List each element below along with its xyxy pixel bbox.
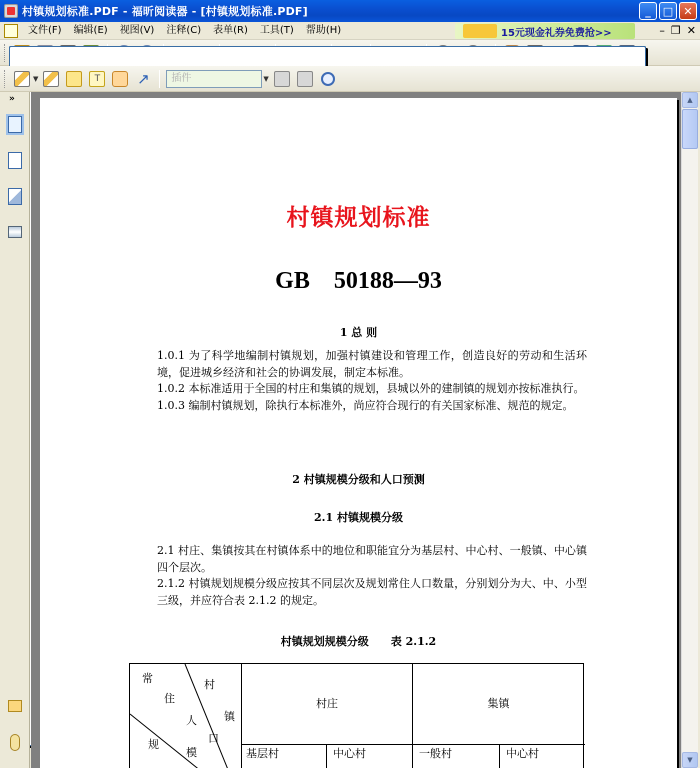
audio-prev-button[interactable] <box>272 69 292 89</box>
annotation-toolbar <box>0 66 700 92</box>
main-toolbar <box>0 40 700 66</box>
table-header-village: 村庄 <box>316 697 338 710</box>
table-header-town: 集镇 <box>487 697 510 710</box>
diag-label: 镇 <box>224 710 235 723</box>
forward-icon <box>297 71 313 87</box>
callout-icon <box>112 71 128 87</box>
toolbar-grip[interactable] <box>4 44 7 62</box>
section-1-body <box>135 348 587 414</box>
diag-label: 住 <box>164 692 175 705</box>
pencil-button[interactable] <box>12 69 32 89</box>
highlight-icon <box>43 71 59 87</box>
menu-comment[interactable]: 注释(C) <box>166 24 202 36</box>
scroll-down-arrow[interactable]: ▼ <box>682 752 698 768</box>
standard-code: GB 50188—93 <box>275 268 442 294</box>
diag-label: 村 <box>204 678 215 691</box>
document-menu-icon[interactable] <box>4 24 18 38</box>
diag-label: 人 <box>186 714 197 727</box>
toolbar-grip[interactable] <box>4 70 7 88</box>
paragraph: 2.1 村庄、集镇按其在村镇体系中的地位和职能宜分为基层村、中心村、一般镇、中心镇四个层次。 <box>157 544 587 574</box>
scale-table <box>129 663 584 768</box>
arrow-draw-icon: ↗ <box>137 69 150 88</box>
paragraph: 2.1.2 村镇规划规模分级应按其不同层次及规划常住人口数量，分别划分为大、中、小型三级，并应符合表 2.1.2 的规定。 <box>157 577 587 607</box>
app-icon <box>4 4 18 18</box>
paragraph: 1.0.3 编制村镇规划，除执行本标准外，尚应符合现行的有关国家标准、规范的规定。 <box>157 398 574 412</box>
plugin-combo[interactable]: 插件 <box>166 70 262 88</box>
gift-icon <box>463 24 497 38</box>
title-bar <box>0 0 700 22</box>
expand-panel-icon[interactable]: » <box>9 94 15 104</box>
window-title: 村镇规划标准.PDF - 福昕阅读器 - [村镇规划标准.PDF] <box>22 5 308 18</box>
pencil-icon <box>14 71 30 87</box>
bookmark-icon <box>8 116 22 133</box>
menu-file[interactable]: 文件(F) <box>28 24 62 36</box>
note-button[interactable] <box>64 69 84 89</box>
diag-label: 模 <box>186 746 197 759</box>
layers-button[interactable] <box>5 222 25 242</box>
table-subheader: 一般村 <box>419 747 452 760</box>
minimize-button[interactable]: _ <box>639 2 657 20</box>
table-subheader: 中心村 <box>333 747 366 760</box>
scroll-up-arrow[interactable]: ▲ <box>682 92 698 108</box>
layers-icon <box>8 226 22 238</box>
highlight-button[interactable] <box>41 69 61 89</box>
menu-edit[interactable]: 编辑(E) <box>73 24 108 36</box>
plugin-dropdown-arrow[interactable]: ▼ <box>263 74 269 83</box>
callout-button[interactable] <box>110 69 130 89</box>
doc-minimize-button[interactable]: – <box>659 24 665 37</box>
comment-icon <box>8 700 22 712</box>
diag-label: 口 <box>208 732 219 745</box>
audio-search-button[interactable] <box>318 69 338 89</box>
paperclip-icon <box>10 734 20 751</box>
textbox-button[interactable] <box>87 69 107 89</box>
close-button[interactable]: ✕ <box>679 2 697 20</box>
menu-help[interactable]: 帮助(H) <box>305 24 342 36</box>
fit-width-button[interactable] <box>400 43 420 63</box>
paragraph: 1.0.1 为了科学地编制村镇规划，加强村镇建设和管理工作，创造良好的劳动和生活环境，促进城乡经济和社会的协调发展，制定本标准。 <box>157 349 587 379</box>
note-icon <box>66 71 82 87</box>
doc-close-button[interactable]: ✕ <box>686 24 696 37</box>
scroll-thumb[interactable] <box>682 109 698 149</box>
pages-button[interactable] <box>5 150 25 170</box>
separator <box>159 70 160 88</box>
signature-icon <box>8 188 22 205</box>
table-subheader: 中心村 <box>506 747 539 760</box>
promo-text: 15元现金礼券免费抢>> <box>501 27 612 39</box>
doc-restore-button[interactable]: ❐ <box>670 24 681 37</box>
arrow-tool-button[interactable] <box>133 69 153 89</box>
rewind-icon <box>274 71 290 87</box>
textbox-icon: T <box>89 71 105 87</box>
promo-banner[interactable] <box>455 23 635 39</box>
menu-view[interactable]: 视图(V) <box>119 24 155 36</box>
document-title: 村镇规划标准 <box>286 204 431 231</box>
comments-button[interactable] <box>5 696 25 716</box>
diag-label: 规 <box>148 738 159 751</box>
subsection-heading: 2.1 村镇规模分级 <box>314 511 403 524</box>
section-heading: 1 总 则 <box>339 326 378 339</box>
search-icon <box>321 72 335 86</box>
pdf-page <box>40 98 677 768</box>
maximize-button[interactable]: □ <box>659 2 677 20</box>
navigation-panel <box>0 92 30 768</box>
section-heading: 2 村镇规模分级和人口预测 <box>292 473 425 486</box>
table-caption: 村镇规划规模分级 表 2.1.2 <box>280 635 437 648</box>
vertical-scrollbar[interactable] <box>681 92 698 768</box>
audio-next-button[interactable] <box>295 69 315 89</box>
signatures-button[interactable] <box>5 186 25 206</box>
menu-tools[interactable]: 工具(T) <box>259 24 294 36</box>
section-2-body <box>135 543 587 609</box>
table-subheader: 基层村 <box>246 747 279 760</box>
pages-icon <box>8 152 22 169</box>
attachments-button[interactable] <box>5 732 25 752</box>
diagonal-header-cell <box>130 664 242 768</box>
paragraph: 1.0.2 本标准适用于全国的村庄和集镇的规划，县城以外的建制镇的规划亦按标准执行。 <box>157 382 585 395</box>
menu-form[interactable]: 表单(R) <box>213 24 248 36</box>
document-view[interactable] <box>31 92 681 768</box>
diag-label: 常 <box>142 672 153 685</box>
bookmarks-button[interactable] <box>5 114 25 134</box>
pencil-dropdown-arrow[interactable]: ▼ <box>33 74 39 83</box>
